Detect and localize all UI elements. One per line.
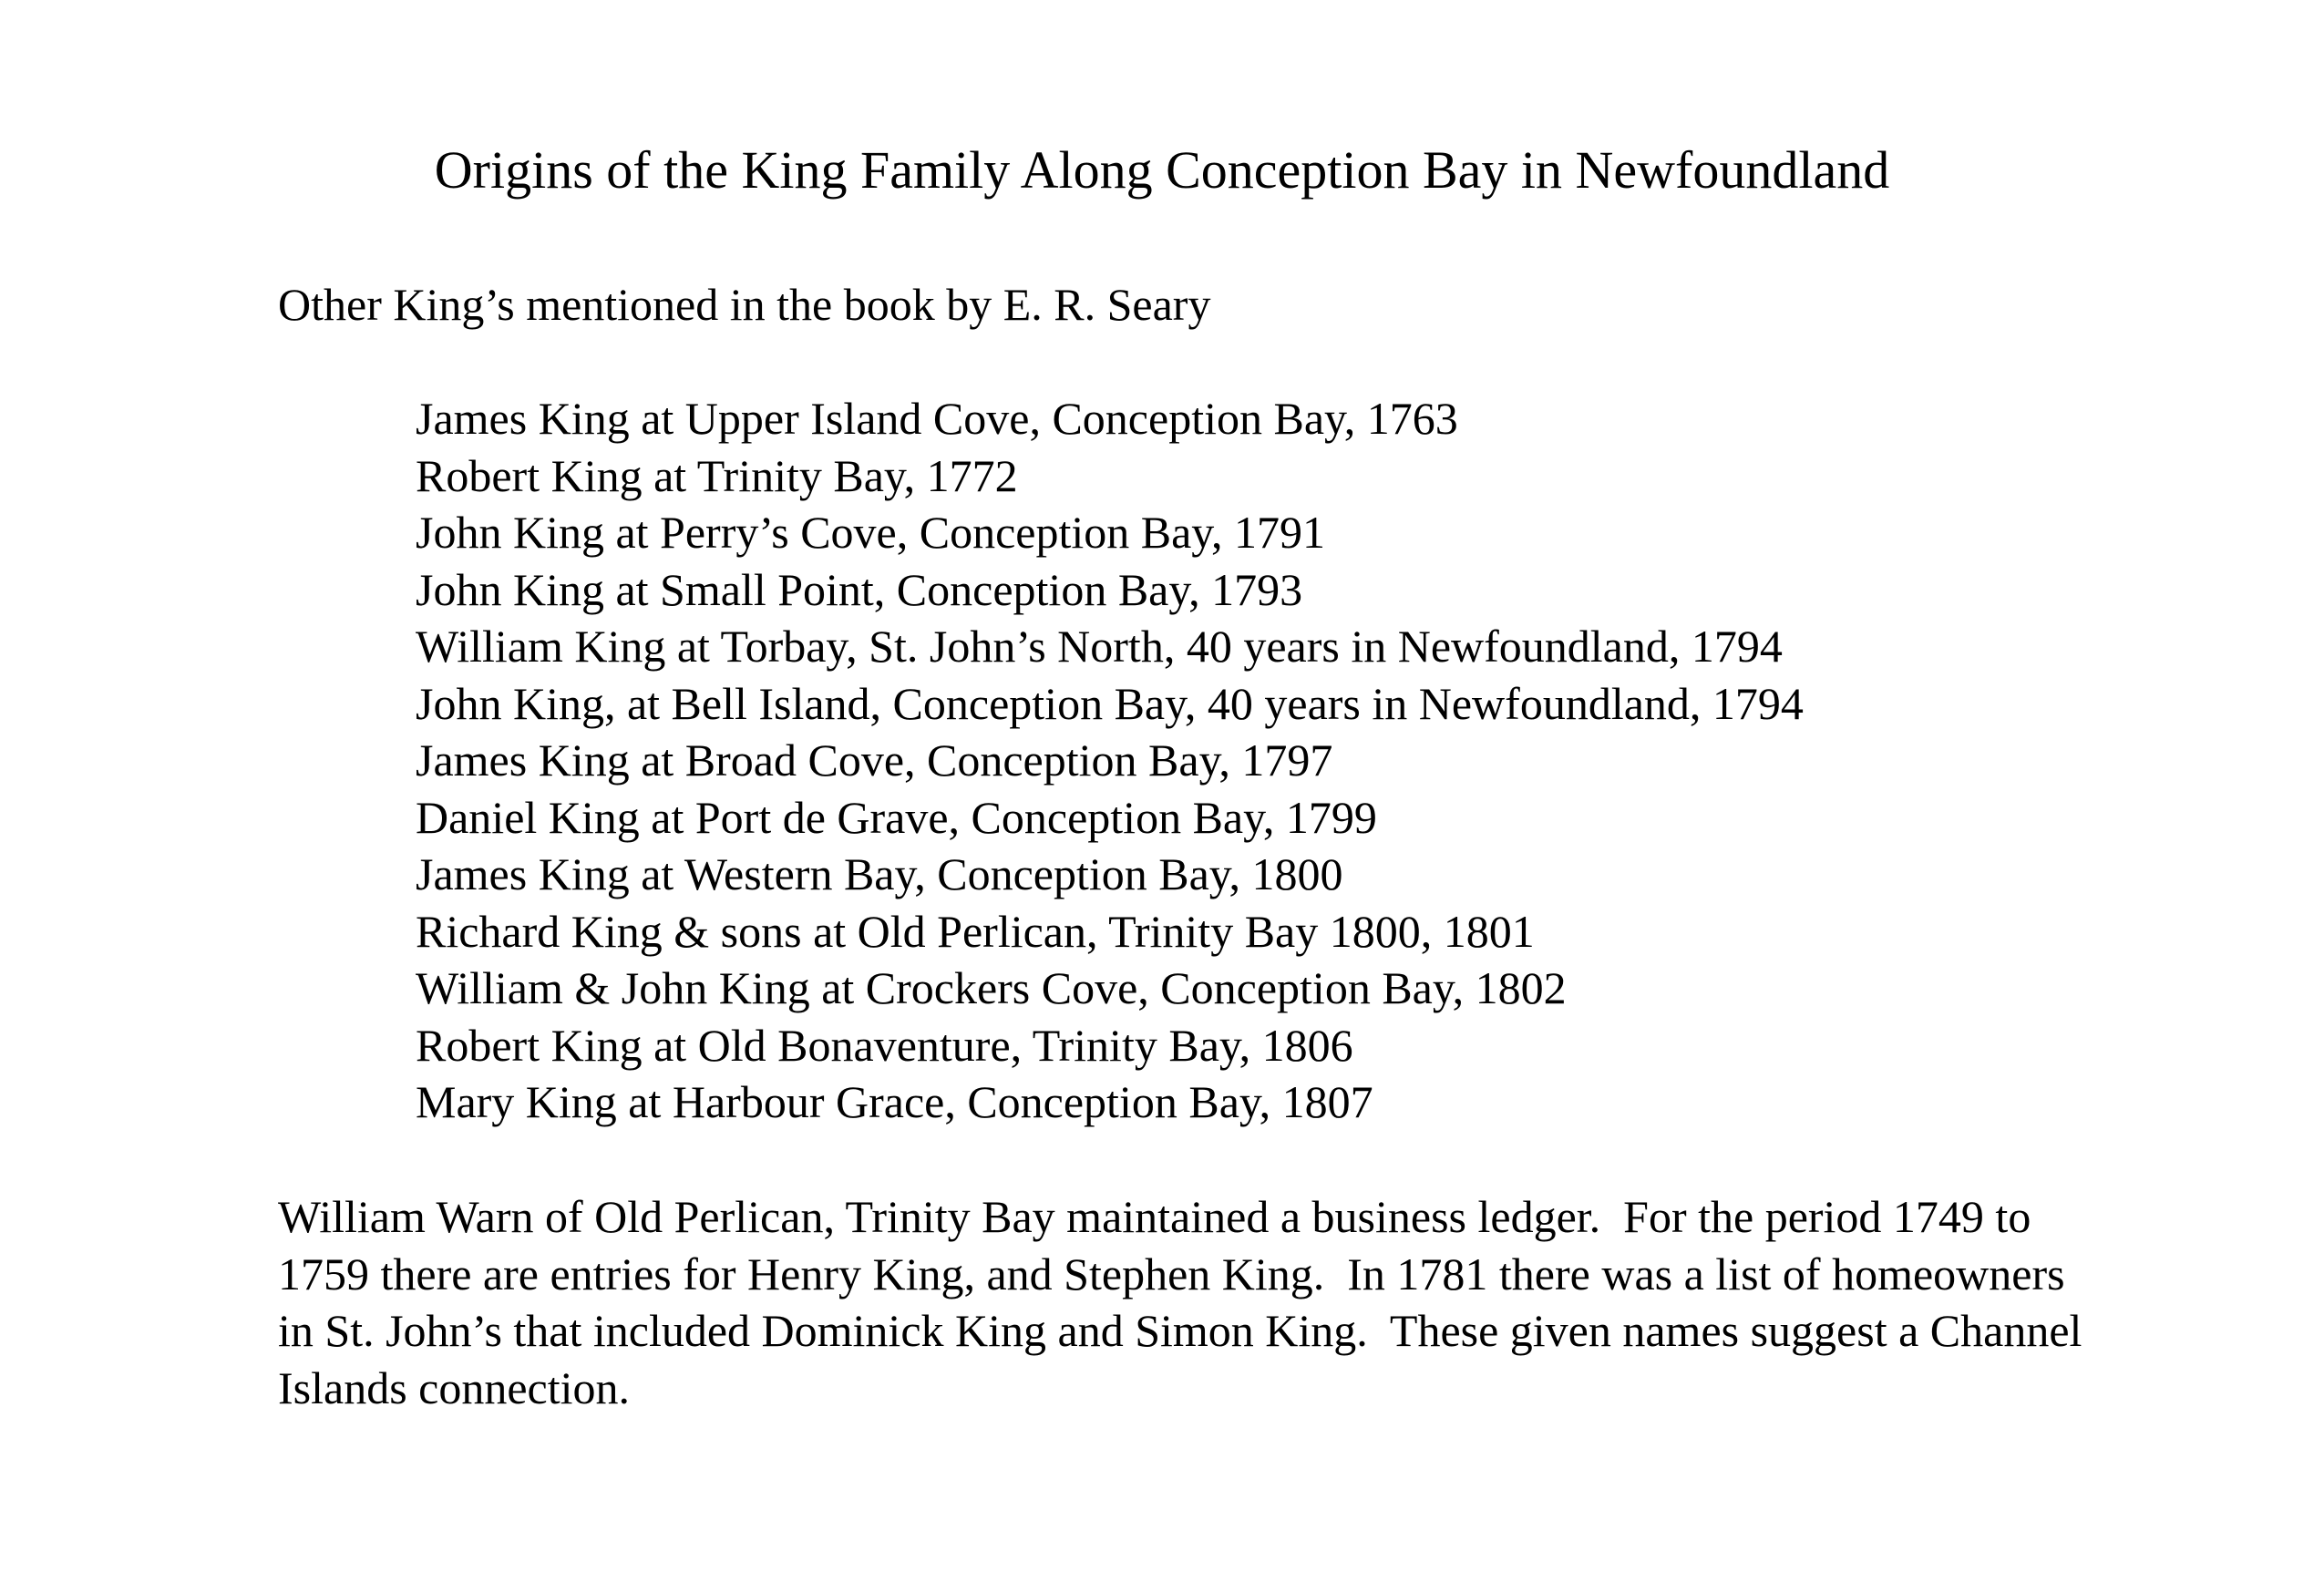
list-item: Richard King & sons at Old Perlican, Trinity Bay 1800, 1801 [416,905,1535,957]
closing-paragraph-line: 1759 there are entries for Henry King, and Stephen King. In 1781 there was a list of homeowners [278,1248,2065,1299]
closing-paragraph-line: William Warn of Old Perlican, Trinity Bay maintained a business ledger. For the period 1749 to [278,1191,2031,1242]
king-entries-list [416,390,1804,1131]
intro-paragraph: Other King’s mentioned in the book by E. R. Seary [278,279,1211,330]
list-item: Mary King at Harbour Grace, Conception Bay, 1807 [416,1076,1373,1127]
closing-paragraph-line: Islands connection. [278,1361,631,1413]
list-item: William King at Torbay, St. John’s North, 40 years in Newfoundland, 1794 [416,621,1783,672]
closing-paragraph-line: in St. John’s that included Dominick King and Simon King. These given names suggest a Channel [278,1305,2082,1356]
list-item: James King at Upper Island Cove, Conception Bay, 1763 [416,393,1458,444]
list-item: John King, at Bell Island, Conception Bay, 40 years in Newfoundland, 1794 [416,677,1804,729]
list-item: James King at Broad Cove, Conception Bay, 1797 [416,734,1333,786]
page-title: Origins of the King Family Along Conception Bay in Newfoundland [434,140,1890,200]
list-item: Robert King at Old Bonaventure, Trinity Bay, 1806 [416,1019,1353,1071]
list-item: John King at Small Point, Conception Bay, 1793 [416,563,1303,615]
list-item: Robert King at Trinity Bay, 1772 [416,449,1018,501]
list-item: Daniel King at Port de Grave, Conception Bay, 1799 [416,791,1377,843]
list-item: William & John King at Crockers Cove, Conception Bay, 1802 [416,962,1567,1013]
list-item: James King at Western Bay, Conception Bay, 1800 [416,848,1343,899]
closing-paragraph [278,1188,2101,1416]
list-item: John King at Perry’s Cove, Conception Bay, 1791 [416,507,1326,558]
